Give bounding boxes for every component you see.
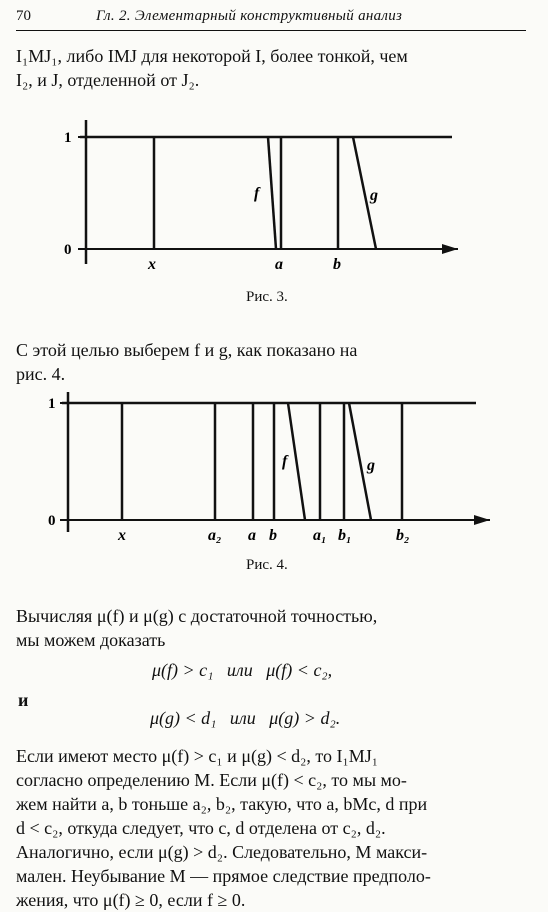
x-label-b: b: [333, 256, 341, 273]
display-formula-2: μ(g) < d₁ или μ(g) > d₂.: [150, 708, 341, 728]
paragraph-4: [16, 744, 526, 912]
conjunction-word: и: [18, 690, 29, 710]
text-line: жения, что μ(f) ≥ 0, если f ≥ 0.: [16, 890, 246, 910]
text-line: мален. Неубывание M — прямое следствие предполо-: [16, 866, 431, 886]
curve-f: [268, 137, 276, 249]
x-label-a2: a₂: [208, 527, 222, 544]
y-label-0: 0: [48, 513, 56, 529]
y-label-1: 1: [48, 396, 56, 412]
figure-3: [40, 120, 480, 280]
figure-4: [40, 392, 500, 550]
curve-label-g: g: [367, 457, 375, 474]
page-number: 70: [16, 8, 31, 24]
x-label-b1: b₁: [338, 527, 352, 544]
curve-label-g: g: [370, 187, 378, 204]
text-line: жем найти a, b тоньше a₂, b₂, такую, что a, bMc, d при: [16, 794, 428, 814]
text-line: d < c₂, откуда следует, что c, d отделена от c₂, d₂.: [16, 818, 386, 838]
text-line: Вычисляя μ(f) и μ(g) с достаточной точностью,: [16, 606, 378, 626]
running-title: Гл. 2. Элементарный конструктивный анализ: [96, 8, 403, 24]
x-label-b: b: [269, 527, 277, 544]
figure-4-caption: Рис. 4.: [246, 557, 288, 573]
display-formula-1: μ(f) > c₁ или μ(f) < c₂,: [152, 660, 333, 680]
x-axis-arrow-icon: [474, 515, 490, 525]
x-axis-arrow-icon: [442, 244, 458, 254]
intro-paragraph: [16, 44, 526, 92]
x-label-b2: b₂: [396, 527, 410, 544]
paragraph-2: [16, 338, 526, 386]
x-label-a: a: [275, 256, 283, 273]
text-line: согласно определению M. Если μ(f) < c₂, то мы мо-: [16, 770, 407, 790]
x-label-a: a: [248, 527, 256, 544]
paragraph-3: [16, 604, 526, 652]
curve-f: [288, 403, 305, 520]
text-line: мы можем доказать: [16, 630, 166, 650]
y-label-0: 0: [64, 242, 72, 258]
x-label-x: x: [148, 256, 156, 273]
x-label-a1: a₁: [313, 527, 327, 544]
y-label-1: 1: [64, 130, 72, 146]
figure-3-caption: Рис. 3.: [246, 289, 288, 305]
text-line: I₁MJ₁, либо IMJ для некоторой I, более тонкой, чем: [16, 46, 408, 66]
text-line: Если имеют место μ(f) > c₁ и μ(g) < d₂, то I₁MJ₁: [16, 746, 379, 766]
text-line: С этой целью выберем f и g, как показано на: [16, 340, 358, 360]
text-line: рис. 4.: [16, 364, 66, 384]
curve-label-f: f: [282, 453, 288, 470]
text-line: I₂, и J, отделенной от J₂.: [16, 70, 200, 90]
curve-label-f: f: [254, 185, 260, 202]
running-header: [16, 6, 526, 31]
x-label-x: x: [118, 527, 126, 544]
text-line: Аналогично, если μ(g) > d₂. Следовательно, M макси-: [16, 842, 428, 862]
